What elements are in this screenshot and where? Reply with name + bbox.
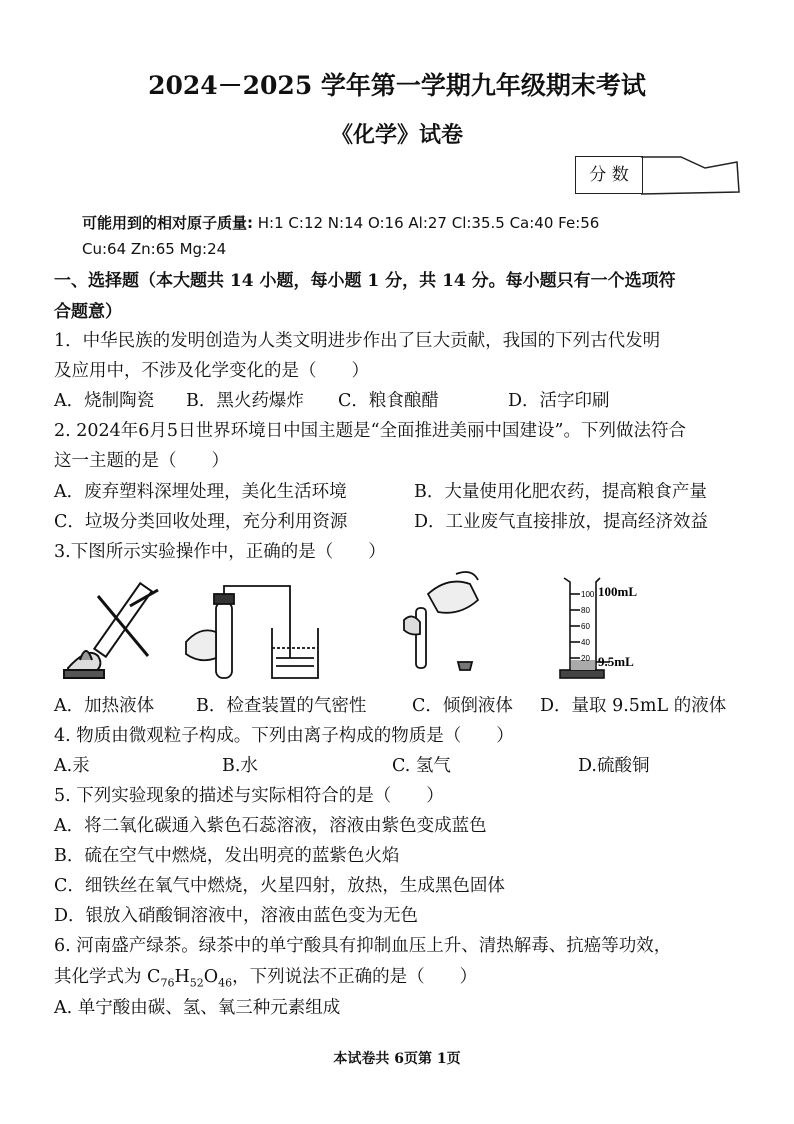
cyl-scale-60: 60 <box>581 622 590 631</box>
q5-stem: 5. 下列实验现象的描述与实际相符合的是（ ） <box>54 786 444 806</box>
q1-stem-2: 及应用中，不涉及化学变化的是（ ） <box>54 361 369 381</box>
q6-stem-2 <box>54 963 477 990</box>
q5-option-b: B．硫在空气中燃烧，发出明亮的蓝紫色火焰 <box>54 846 400 866</box>
q1-option-c: C．粮食酿醋 <box>338 391 439 411</box>
cyl-scale-40: 40 <box>581 638 590 647</box>
q6-h: H <box>174 967 190 987</box>
q6-o: O <box>203 967 219 987</box>
q4-option-d: D.硫酸铜 <box>578 756 650 776</box>
exam-title: 2024－2025 学年第一学期九年级期末考试 <box>148 71 646 100</box>
q5-option-c: C．细铁丝在氧气中燃烧，火星四射，放热，生成黑色固体 <box>54 876 505 896</box>
q6-stem-1: 6. 河南盛产绿茶。绿茶中的单宁酸具有抑制血压上升、清热解毒、抗癌等功效， <box>54 936 672 956</box>
cyl-scale-20: 20 <box>581 654 590 663</box>
q5-option-d: D．银放入硝酸铜溶液中，溶液由蓝色变为无色 <box>54 906 419 926</box>
q3-option-b: B．检查装置的气密性 <box>196 696 367 716</box>
q2-option-d: D．工业废气直接排放，提高经济效益 <box>414 512 709 532</box>
q4-option-b: B.水 <box>222 756 258 776</box>
atomic-mass-label: 可能用到的相对原子质量: <box>82 214 253 232</box>
page-footer: 本试卷共 6页第 1页 <box>333 1051 461 1067</box>
q6-sub-c: 76 <box>160 976 175 990</box>
score-label: 分 数 <box>575 156 643 194</box>
q1-option-b: B．黑火药爆炸 <box>186 391 304 411</box>
figure-heating-liquid <box>58 576 168 682</box>
score-box <box>575 156 741 194</box>
q1-option-a: A．烧制陶瓷 <box>54 391 155 411</box>
cyl-bottom-label: 9.5mL <box>598 654 634 669</box>
figure-pouring-liquid <box>398 570 498 682</box>
q1-option-d: D．活字印刷 <box>508 391 610 411</box>
atomic-mass-line1 <box>82 212 599 233</box>
cyl-scale-80: 80 <box>581 606 590 615</box>
q2-option-c: C．垃圾分类回收处理，充分利用资源 <box>54 512 348 532</box>
q6-option-a: A. 单宁酸由碳、氢、氧三种元素组成 <box>54 998 341 1018</box>
q2-stem-2: 这一主题的是（ ） <box>54 451 229 471</box>
q5-option-a: A．将二氧化碳通入紫色石蕊溶液，溶液由紫色变成蓝色 <box>54 816 487 836</box>
q4-stem: 4. 物质由微观粒子构成。下列由离子构成的物质是（ ） <box>54 726 514 746</box>
cyl-scale-100: 100 <box>581 590 595 599</box>
figure-measuring-cylinder <box>556 574 666 682</box>
q6-stem-2-pre: 其化学式为 C <box>54 967 161 987</box>
figure-airtightness-check <box>180 584 330 684</box>
q1-stem-1: 1．中华民族的发明创造为人类文明进步作出了巨大贡献，我国的下列古代发明 <box>54 331 661 351</box>
q2-option-a: A．废弃塑料深埋处理，美化生活环境 <box>54 482 347 502</box>
q2-option-b: B．大量使用化肥农药，提高粮食产量 <box>414 482 707 502</box>
q4-option-c: C. 氢气 <box>392 756 451 776</box>
cyl-top-label: 100mL <box>598 584 637 599</box>
exam-subtitle: 《化学》试卷 <box>330 122 463 148</box>
q3-stem: 3.下图所示实验操作中，正确的是（ ） <box>54 542 386 562</box>
q3-option-a: A．加热液体 <box>54 696 155 716</box>
q4-option-a: A.汞 <box>54 756 90 776</box>
score-field-shape <box>641 156 741 196</box>
q6-sub-o: 46 <box>218 976 233 990</box>
q6-stem-2-post: ，下列说法不正确的是（ ） <box>232 967 478 987</box>
atomic-mass-values-1: H:1 C:12 N:14 O:16 Al:27 Cl:35.5 Ca:40 Fe:56 <box>257 214 600 232</box>
q3-option-c: C．倾倒液体 <box>412 696 513 716</box>
q6-sub-h: 52 <box>189 976 204 990</box>
q3-option-d: D．量取 9.5mL 的液体 <box>540 696 727 716</box>
atomic-mass-values-2: Cu:64 Zn:65 Mg:24 <box>82 240 227 258</box>
section-heading-line2: 合题意） <box>54 302 122 322</box>
section-heading-line1: 一、选择题（本大题共 14 小题，每小题 1 分，共 14 分。每小题只有一个选项符 <box>54 271 676 291</box>
q2-stem-1: 2. 2024年6月5日世界环境日中国主题是“全面推进美丽中国建设”。下列做法符合 <box>54 421 686 441</box>
